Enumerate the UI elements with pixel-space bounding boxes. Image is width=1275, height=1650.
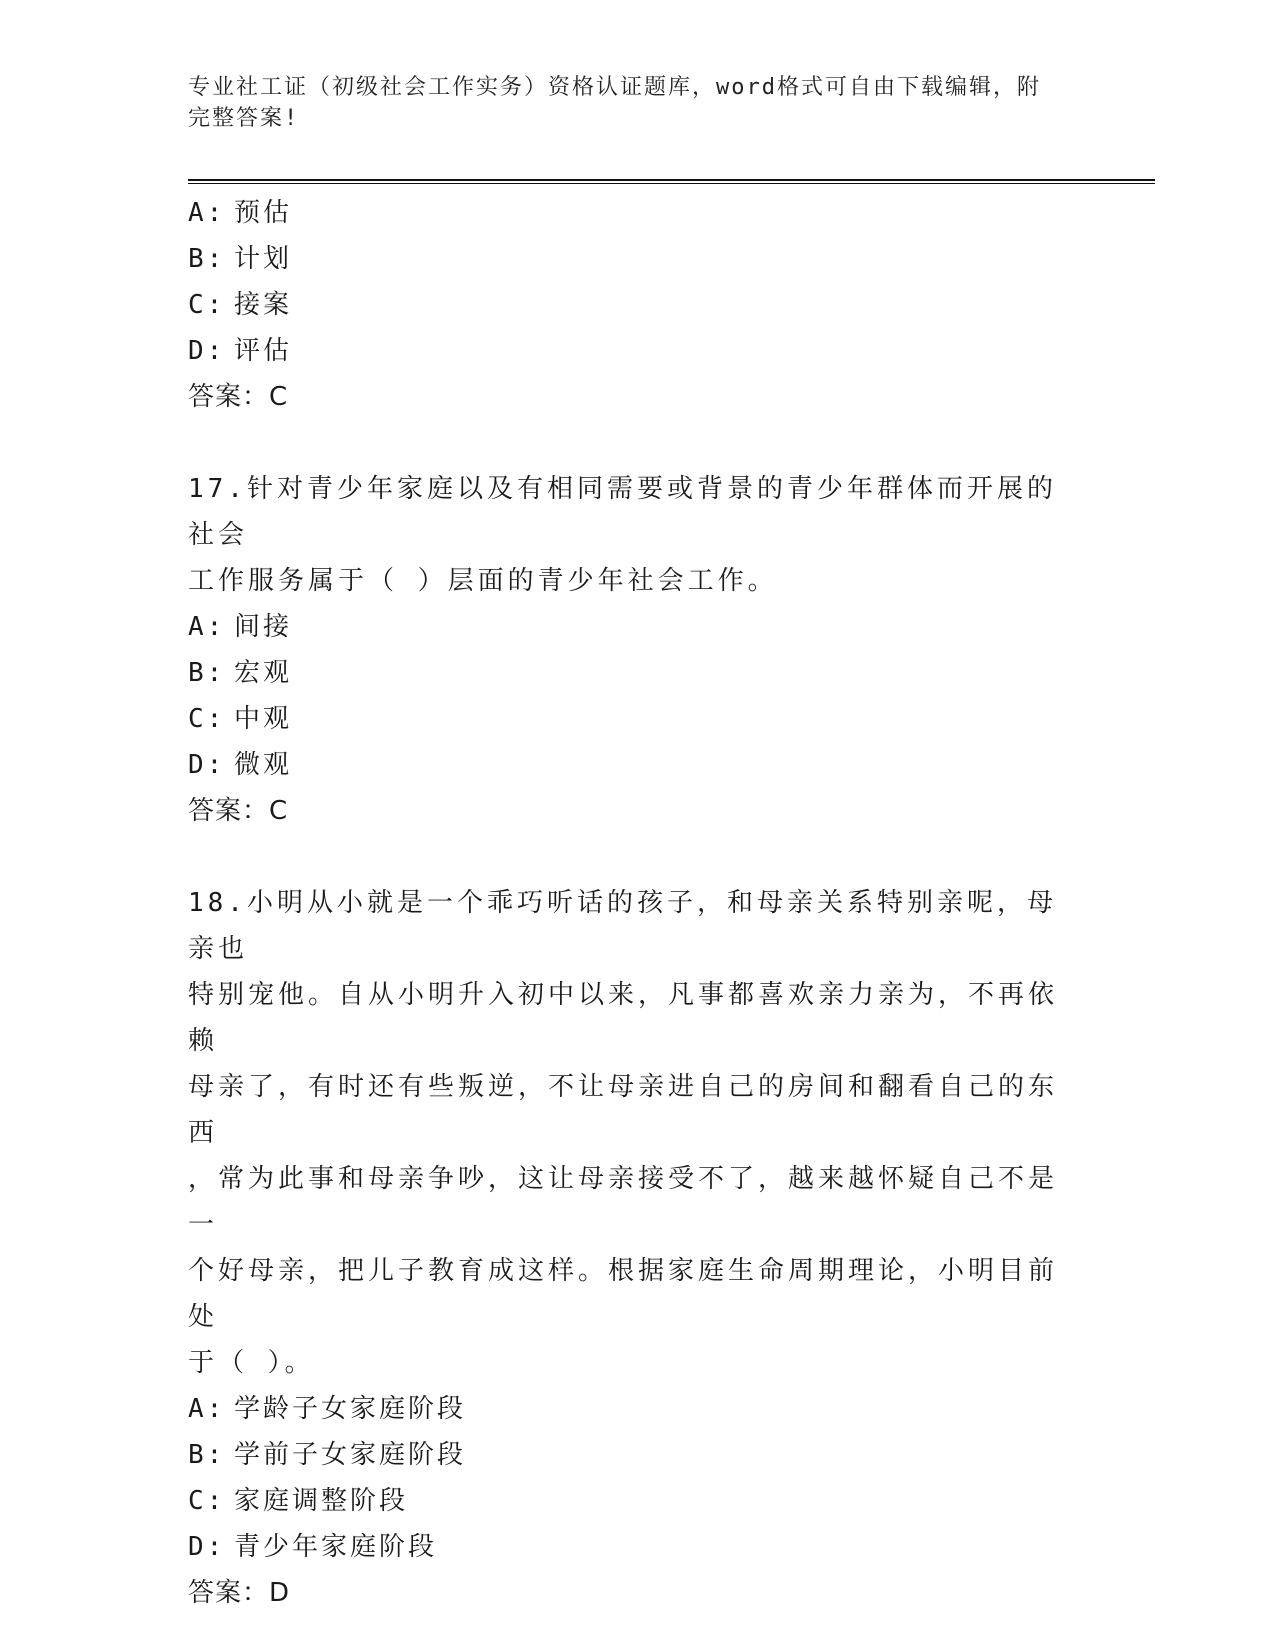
option-letter: D: xyxy=(188,336,226,366)
question-stem xyxy=(188,880,1068,1386)
question-18 xyxy=(188,880,1088,1616)
option-text: 学前子女家庭阶段 xyxy=(234,1440,467,1470)
option-b xyxy=(188,1432,1088,1478)
question-17 xyxy=(188,466,1088,834)
option-text: 间接 xyxy=(234,612,293,642)
option-c xyxy=(188,696,1088,742)
header-line-2: 完整答案! xyxy=(188,106,300,131)
page-header xyxy=(188,72,1088,134)
option-letter: C: xyxy=(188,1486,226,1516)
option-letter: A: xyxy=(188,612,226,642)
option-text: 计划 xyxy=(234,244,293,274)
option-letter: A: xyxy=(188,198,226,228)
question-16 xyxy=(188,190,1088,420)
question-line: 个好母亲，把儿子教育成这样。根据家庭生命周期理论，小明目前处 xyxy=(188,1256,1059,1332)
option-letter: B: xyxy=(188,658,226,688)
option-text: 家庭调整阶段 xyxy=(234,1486,409,1516)
question-line: 于（ ）。 xyxy=(188,1348,315,1378)
option-text: 学龄子女家庭阶段 xyxy=(234,1394,467,1424)
option-d xyxy=(188,742,1088,788)
option-text: 预估 xyxy=(234,198,293,228)
option-letter: C: xyxy=(188,290,226,320)
question-line: 母亲了，有时还有些叛逆，不让母亲进自己的房间和翻看自己的东西 xyxy=(188,1072,1059,1148)
option-letter: D: xyxy=(188,1532,226,1562)
header-line-1: 专业社工证（初级社会工作实务）资格认证题库，word格式可自由下载编辑，附 xyxy=(188,75,1041,100)
option-letter: B: xyxy=(188,244,226,274)
option-text: 接案 xyxy=(234,290,293,320)
header-divider xyxy=(188,179,1155,184)
option-a xyxy=(188,604,1088,650)
option-d xyxy=(188,1524,1088,1570)
option-letter: B: xyxy=(188,1440,226,1470)
option-a xyxy=(188,190,1088,236)
option-letter: D: xyxy=(188,750,226,780)
answer-line: 答案：D xyxy=(188,1578,291,1608)
document-body xyxy=(188,190,1088,1616)
option-d xyxy=(188,328,1088,374)
option-text: 青少年家庭阶段 xyxy=(234,1532,438,1562)
option-letter: C: xyxy=(188,704,226,734)
option-text: 中观 xyxy=(234,704,293,734)
option-b xyxy=(188,236,1088,282)
option-text: 宏观 xyxy=(234,658,293,688)
question-line: 特别宠他。自从小明升入初中以来，凡事都喜欢亲力亲为，不再依赖 xyxy=(188,980,1059,1056)
answer-line: 答案：C xyxy=(188,796,289,826)
question-line: ，常为此事和母亲争吵，这让母亲接受不了，越来越怀疑自己不是一 xyxy=(188,1164,1059,1240)
answer-line: 答案：C xyxy=(188,382,289,412)
option-c xyxy=(188,282,1088,328)
option-a xyxy=(188,1386,1088,1432)
option-text: 评估 xyxy=(234,336,293,366)
option-letter: A: xyxy=(188,1394,226,1424)
question-line: 17.针对青少年家庭以及有相同需要或背景的青少年群体而开展的社会 xyxy=(188,474,1057,550)
question-line: 18.小明从小就是一个乖巧听话的孩子，和母亲关系特别亲呢，母亲也 xyxy=(188,888,1057,964)
option-b xyxy=(188,650,1088,696)
question-line: 工作服务属于（ ）层面的青少年社会工作。 xyxy=(188,566,778,596)
option-c xyxy=(188,1478,1088,1524)
question-stem xyxy=(188,466,1068,604)
option-text: 微观 xyxy=(234,750,293,780)
